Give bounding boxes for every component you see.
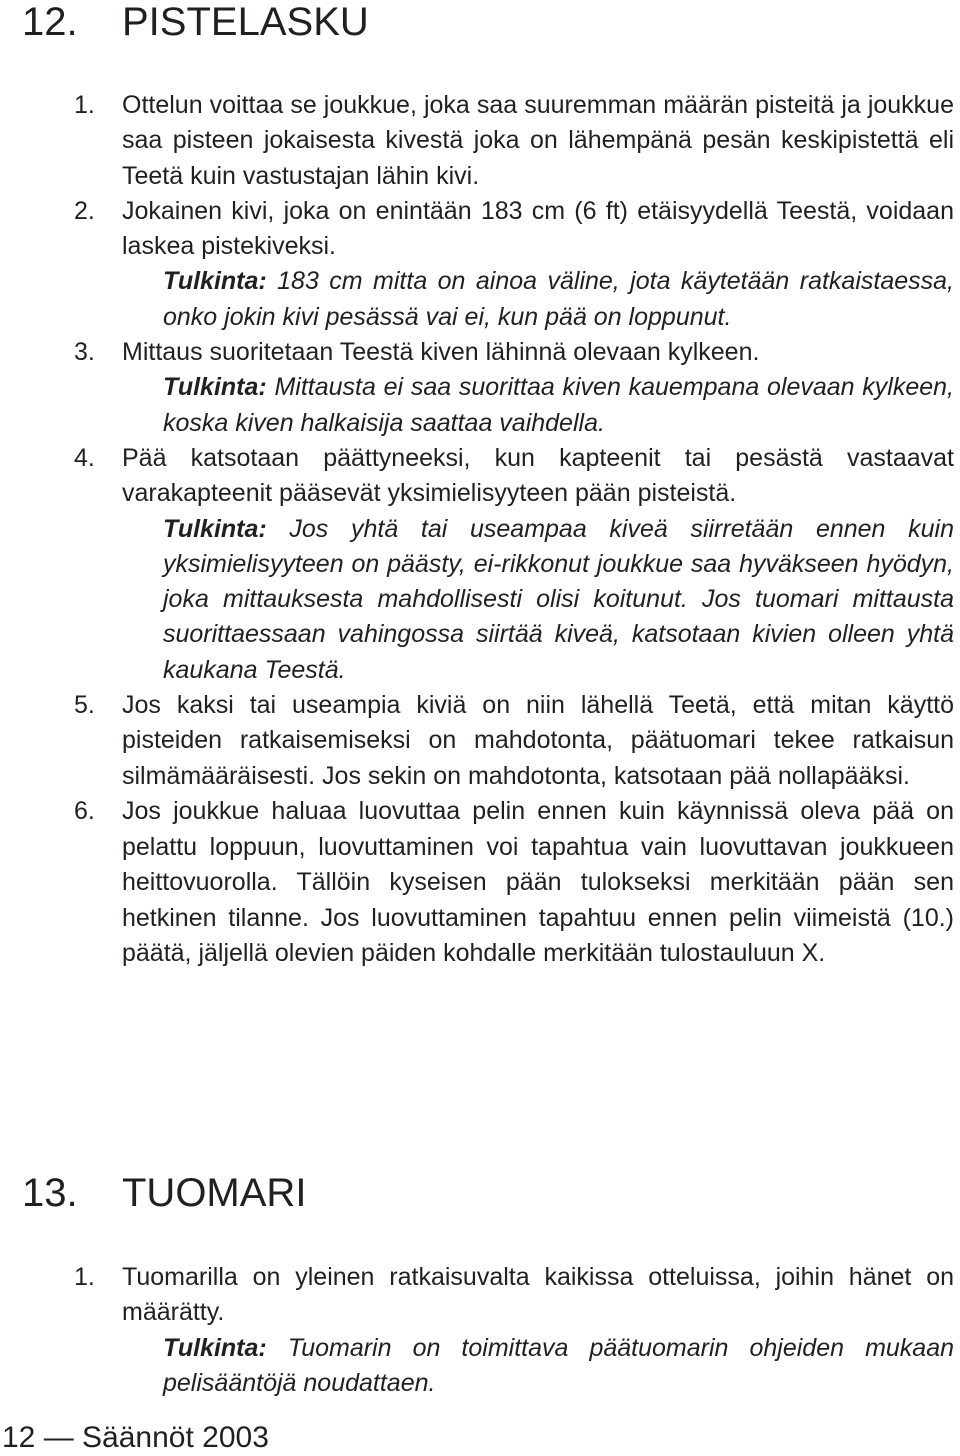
interpretation <box>163 370 954 441</box>
rule-12-6 <box>0 794 960 972</box>
interpretation-label: Tulkinta: <box>163 267 267 296</box>
rule-12-3 <box>0 335 960 441</box>
rule-13-1 <box>0 1260 960 1401</box>
section-12-title: PISTELASKU <box>122 0 369 44</box>
section-13-title: TUOMARI <box>122 1171 307 1215</box>
section-12-number: 12. <box>22 0 78 44</box>
rule-text: Ottelun voittaa se joukkue, joka saa suuremman määrän pisteitä ja joukkue saa pisteen jokaisesta kivestä joka on lähempänä pesän keskipistettä eli Teetä kuin vastustajan lähin kivi. <box>122 91 954 190</box>
rule-number: 6. <box>74 796 95 825</box>
rule-number: 1. <box>74 1263 95 1291</box>
rule-12-4 <box>0 441 960 688</box>
rule-12-1 <box>0 88 960 194</box>
rule-text: Pää katsotaan päättyneeksi, kun kapteenit tai pesästä vastaavat varakapteenit pääsevät yksimielisyyteen pään pisteistä. <box>122 443 954 508</box>
interpretation <box>163 264 954 335</box>
rule-text: Jokainen kivi, joka on enintään 183 cm (6 ft) etäisyydellä Teestä, voidaan laskea pistekiveksi. <box>122 196 954 261</box>
interpretation-text: Mittausta ei saa suorittaa kiven kauempana olevaan kylkeen, koska kiven halkaisija saattaa vaihdella. <box>163 373 955 437</box>
interpretation <box>163 512 954 688</box>
section-13-heading <box>22 1171 306 1215</box>
page-footer: 12 — Säännöt 2003 <box>2 1421 269 1454</box>
rule-number: 4. <box>74 443 95 472</box>
section-12-heading <box>22 0 369 44</box>
rule-text: Mittaus suoritetaan Teestä kiven lähinnä olevaan kylkeen. <box>122 338 760 367</box>
rule-number: 3. <box>74 338 95 367</box>
section-13-number: 13. <box>22 1171 78 1215</box>
interpretation-text: Tuomarin on toimittava päätuomarin ohjeiden mukaan pelisääntöjä noudattaen. <box>163 1333 955 1397</box>
rule-number: 1. <box>74 91 95 119</box>
rule-12-5 <box>0 688 960 794</box>
rule-text: Jos kaksi tai useampia kiviä on niin lähellä Teetä, että mitan käyttö pisteiden ratkaisemiseksi on mahdotonta, päätuomari tekee ratkaisun silmämääräisesti. Jos sekin on mahdotonta, katsotaan pää nollapääksi. <box>122 691 954 790</box>
section-12-rules <box>0 88 960 972</box>
rule-number: 2. <box>74 196 95 225</box>
rule-12-2 <box>0 194 960 335</box>
interpretation-text: 183 cm mitta on ainoa väline, jota käytetään ratkaistaessa, onko jokin kivi pesässä vai ei, kun pää on loppunut. <box>163 267 954 331</box>
rule-text: Jos joukkue haluaa luovuttaa pelin ennen kuin käynnissä oleva pää on pelattu loppuun, luovuttaminen voi tapahtua vain luovuttavan joukkueen heittovuorolla. Tällöin kyseisen pään tulokseksi merkitään pään sen hetkinen tilanne. Jos luovuttaminen tapahtuu ennen pelin viimeistä (10.) päätä, jäljellä olevien päiden kohdalle merkitään tulostauluun X. <box>122 796 954 968</box>
interpretation-label: Tulkinta: <box>163 373 267 402</box>
interpretation-text: Jos yhtä tai useampaa kiveä siirretään ennen kuin yksimielisyyteen on päästy, ei-rikkonut joukkue saa hyväkseen hyödyn, joka mittauksesta mahdollisesti olisi koitunut. Jos tuomari mittausta suorittaessaan vahingossa siirtää kiveä, katsotaan kivien olleen yhtä kaukana Teestä. <box>163 514 954 684</box>
interpretation-label: Tulkinta: <box>163 1333 267 1362</box>
rule-text: Tuomarilla on yleinen ratkaisuvalta kaikissa otteluissa, joihin hänet on määrätty. <box>122 1263 954 1327</box>
interpretation-label: Tulkinta: <box>163 514 267 543</box>
rule-number: 5. <box>74 691 95 720</box>
section-13-rules <box>0 1260 960 1401</box>
interpretation <box>163 1331 954 1402</box>
